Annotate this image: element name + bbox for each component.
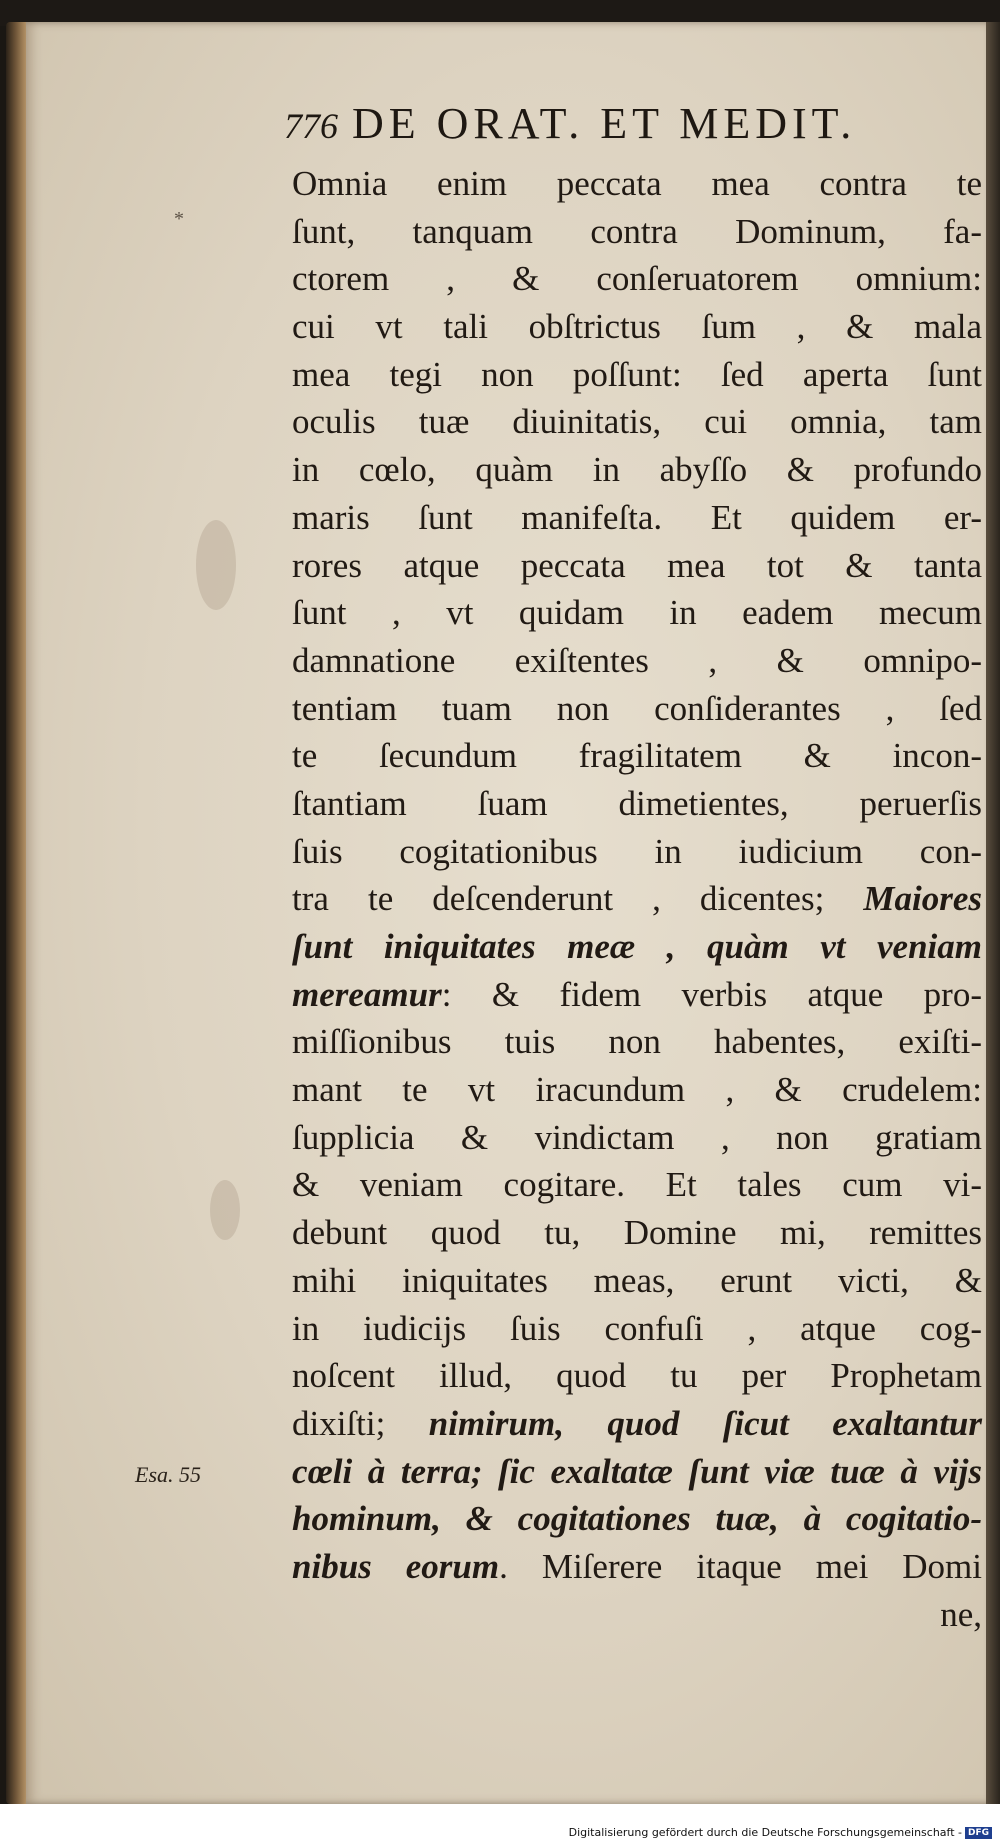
text-line: ſuis cogitationibus in iudicium con-	[292, 831, 982, 871]
text-line: rores atque peccata mea tot & tanta	[292, 545, 982, 585]
text-line	[292, 1495, 982, 1543]
italic-quotation: cœli à terra; ſic exaltatæ ſunt viæ tuæ à vijs	[292, 1451, 982, 1491]
text-line: ſunt , vt quidam in eadem mecum	[292, 593, 982, 633]
body-text	[292, 160, 982, 1638]
italic-quotation: nimirum, quod ſicut exaltantur	[428, 1403, 982, 1443]
text-line	[292, 1543, 982, 1591]
text-line: mihi iniquitates meas, erunt victi, &	[292, 1260, 982, 1300]
text-line	[292, 1448, 982, 1496]
italic-quotation: nibus eorum	[292, 1546, 500, 1586]
italic-quotation: mereamur	[292, 974, 442, 1014]
text-line: in cœlo, quàm in abyſſo & profundo	[292, 450, 982, 490]
running-title: DE ORAT. ET MEDIT.	[352, 99, 857, 148]
text-line: oculis tuæ diuinitatis, cui omnia, tam	[292, 402, 982, 442]
text-line: & veniam cogitare. Et tales cum vi-	[292, 1165, 982, 1205]
text-line: ſunt, tanquam contra Dominum, fa-	[292, 211, 982, 251]
text-line: tentiam tuam non conſiderantes , ſed	[292, 688, 982, 728]
text-line: maris ſunt manifeſta. Et quidem er-	[292, 497, 982, 537]
text-line	[292, 1400, 982, 1448]
text-line: mant te vt iracundum , & crudelem:	[292, 1070, 982, 1110]
text-segment: dixiſti;	[292, 1403, 386, 1443]
text-segment: tra te deſcenderunt , dicentes;	[292, 879, 825, 919]
italic-quotation: Maiores	[863, 879, 982, 919]
text-line: te ſecundum fragilitatem & incon-	[292, 736, 982, 776]
margin-mark: *	[174, 208, 184, 230]
text-line: cui vt tali obſtrictus ſum , & mala	[292, 307, 982, 347]
italic-quotation: hominum, & cogitationes tuæ, à cogitatio-	[292, 1499, 982, 1539]
text-line: mea tegi non poſſunt: ſed aperta ſunt	[292, 354, 982, 394]
text-segment: : & fidem verbis atque pro-	[441, 974, 982, 1014]
text-line: in iudicijs ſuis confuſi , atque cog-	[292, 1308, 982, 1348]
text-line: damnatione exiſtentes , & omnipo-	[292, 640, 982, 680]
catchword: ne,	[940, 1594, 982, 1634]
margin-reference-note: Esa. 55	[135, 1462, 201, 1487]
text-line: Omnia enim peccata mea contra te	[292, 164, 982, 203]
digitization-credit	[569, 1826, 992, 1839]
page-right-edge	[986, 22, 1000, 1804]
page-stain	[196, 520, 236, 610]
text-line: ſtantiam ſuam dimetientes, peruerſis	[292, 783, 982, 823]
page-stain	[210, 1180, 240, 1240]
text-line	[292, 923, 982, 971]
text-line: ctorem , & conſeruatorem omnium:	[292, 259, 982, 299]
text-line	[292, 875, 982, 923]
text-line: miſſionibus tuis non habentes, exiſti-	[292, 1022, 982, 1062]
text-line	[292, 971, 982, 1019]
dfg-logo-icon: DFG	[965, 1827, 992, 1839]
text-line: noſcent illud, quod tu per Prophetam	[292, 1356, 982, 1396]
page-header	[284, 98, 984, 158]
text-line: ſupplicia & vindictam , non gratiam	[292, 1117, 982, 1157]
italic-quotation: ſunt iniquitates meæ , quàm vt veniam	[292, 927, 982, 966]
text-line: debunt quod tu, Domine mi, remittes	[292, 1213, 982, 1253]
page-number: 776	[284, 106, 338, 146]
text-segment: . Miſerere itaque mei Domi	[499, 1546, 982, 1586]
credit-text: Digitalisierung gefördert durch die Deutsche Forschungsgemeinschaft -	[568, 1826, 962, 1839]
